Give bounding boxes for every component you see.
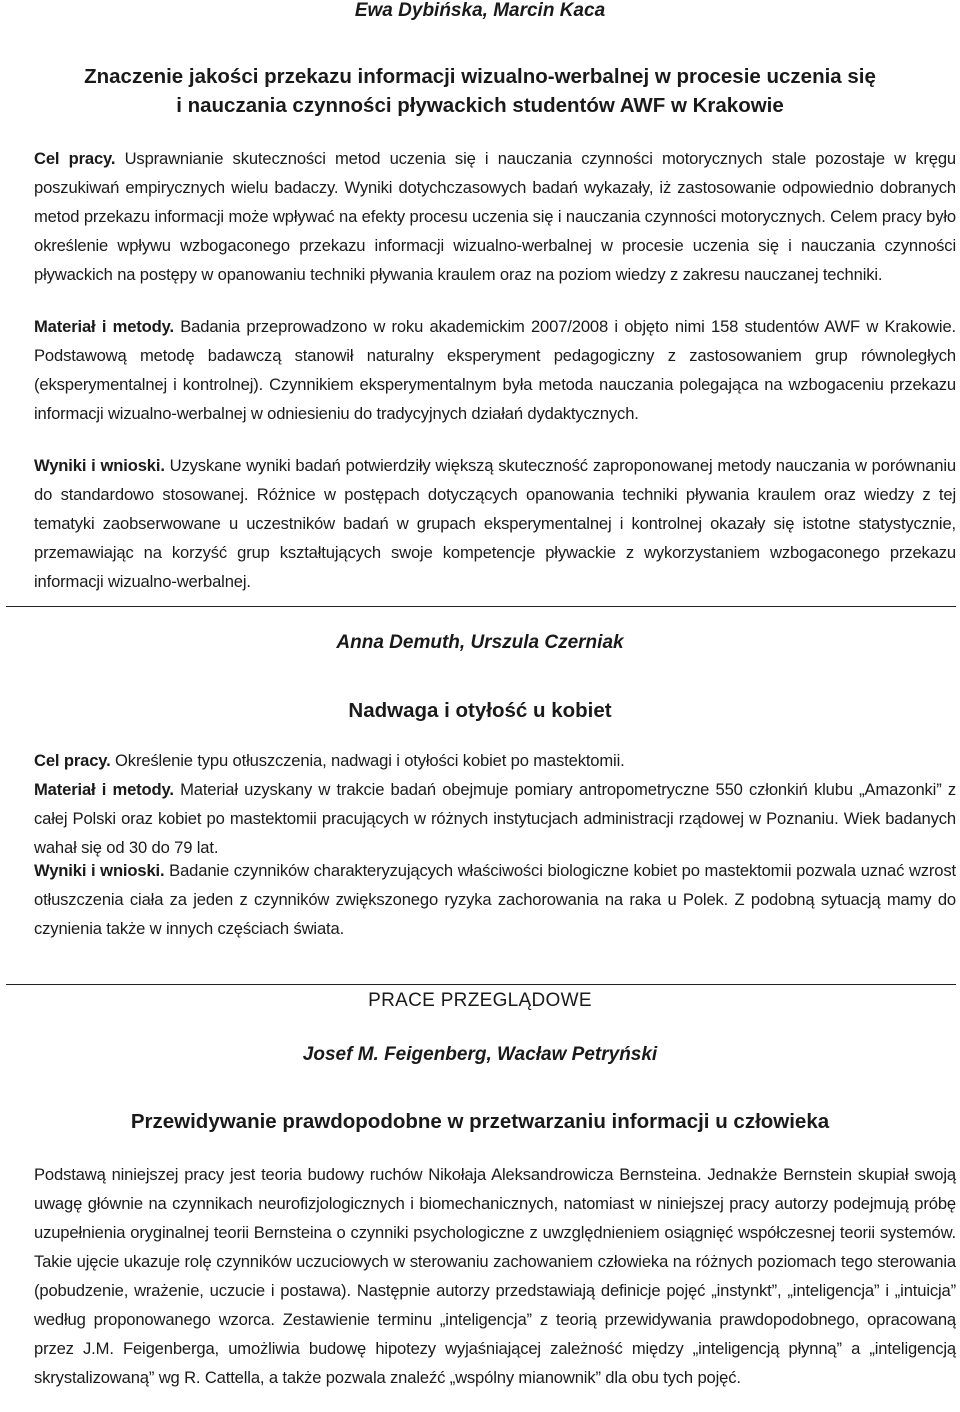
article1-title <box>0 62 960 120</box>
divider <box>6 984 956 985</box>
article2-methods-lead: Materiał i metody. <box>34 780 174 799</box>
section-heading: PRACE PRZEGLĄDOWE <box>368 990 592 1011</box>
article1-methods-lead: Materiał i metody. <box>34 317 174 336</box>
article2-aim <box>6 746 956 775</box>
article3-title: Przewidywanie prawdopodobne w przetwarzaniu informacji u człowieka <box>130 1110 830 1133</box>
article2-methods <box>6 775 956 862</box>
article1-methods-text: Badania przeprowadzono w roku akademickim 2007/2008 i objęto nimi 158 studentów AWF w Krakowie. Podstawową metodę badawczą stanowił naturalny eksperyment pedagogiczny z zastosowaniem grup równoległych (eksperymentalnej i kontrolnej). Czynnikiem eksperymentalnym była metoda nauczania polegająca na wzbogaceniu przekazu informacji wizualno-werbalnej w odniesieniu do tradycyjnych działań dydaktycznych. <box>34 317 956 423</box>
article1-methods <box>6 312 956 428</box>
article3-authors: Josef M. Feigenberg, Wacław Petryński <box>302 1044 658 1065</box>
article1-title-line1: Znaczenie jakości przekazu informacji wizualno-werbalnej w procesie uczenia się <box>84 65 876 88</box>
article2-methods-text: Materiał uzyskany w trakcie badań obejmuje pomiary antropometryczne 550 członkiń klubu „Amazonki” z całej Polski oraz kobiet po mastektomii pracujących w różnych instytucjach administracji rządowej w Poznaniu. Wiek badanych wahał się od 30 do 79 lat. <box>34 780 956 857</box>
article2-aim-lead: Cel pracy. <box>34 751 111 770</box>
article2-results <box>6 856 956 943</box>
article2-results-lead: Wyniki i wnioski. <box>34 861 165 880</box>
divider <box>6 606 956 607</box>
article1-results <box>6 451 956 596</box>
article1-authors: Ewa Dybińska, Marcin Kaca <box>354 0 606 21</box>
article1-results-text: Uzyskane wyniki badań potwierdziły większą skuteczność zaproponowanej metody nauczania w porównaniu do standardowo stosowanej. Różnice w postępach dotyczących opanowania techniki pływania kraulem oraz wiedzy z tej tematyki zaobserwowane u uczestników badań w grupach eksperymentalnej i kontrolnej okazały się istotne statystycznie, przemawiając na korzyść grup kształtujących swoje kompetencje pływackie z wykorzystaniem wzbogaconego przekazu informacji wizualno-werbalnej. <box>34 456 956 591</box>
article2-results-text: Badanie czynników charakteryzujących właściwości biologiczne kobiet po mastektomii pozwala uznać wzrost otłuszczenia ciała za jeden z czynników zwiększonego ryzyka zachorowania na raka u Polek. Z podobną sytuacją mamy do czynienia także w innych częściach świata. <box>34 861 956 938</box>
article1-aim-text: Usprawnianie skuteczności metod uczenia się i nauczania czynności motorycznych stale pozostaje w kręgu poszukiwań empirycznych wielu badaczy. Wyniki dotychczasowych badań wykazały, iż zastosowanie odpowiednio dobranych metod przekazu informacji może wpływać na efekty procesu uczenia się i nauczania czynności motorycznych. Celem pracy było określenie wpływu wzbogaconego przekazu informacji wizualno-werbalnej w procesie uczenia się i nauczania czynności pływackich na postępy w opanowaniu techniki pływania kraulem oraz na poziom wiedzy z zakresu nauczanej techniki. <box>34 149 956 284</box>
article1-results-lead: Wyniki i wnioski. <box>34 456 165 475</box>
article1-aim-lead: Cel pracy. <box>34 149 116 168</box>
article2-aim-text: Określenie typu otłuszczenia, nadwagi i otyłości kobiet po mastektomii. <box>110 751 625 770</box>
article3-body: Podstawą niniejszej pracy jest teoria budowy ruchów Nikołaja Aleksandrowicza Bernsteina. Jednakże Bernstein skupiał swoją uwagę głównie na czynnikach neurofizjologicznych i biomechanicznych, natomiast w niniejszej pracy autorzy podejmują próbę uzupełnienia oryginalnej teorii Bernsteina o czynniki psychologiczne z uwzględnieniem osiągnięć współczesnej teorii systemów. Takie ujęcie ukazuje rolę czynników uczuciowych w sterowaniu zachowaniem człowieka na różnych poziomach tego sterowania (pobudzenie, wrażenie, uczucie i postawa). Następnie autorzy przedstawiają definicje pojęć „instynkt”, „inteligencja” i „intuicja” według proponowanego wzorca. Zestawienie terminu „inteligencja” z teorią przewidywania prawdopodobnego, opracowaną przez J.M. Feigenberga, umożliwia budowę hipotezy wyjaśniającej zależność między „inteligencją płynną” a „inteligencją skrystalizowaną” wg R. Cattella, a także pozwala znaleźć „wspólny mianownik” dla obu tych pojęć. <box>34 1165 956 1387</box>
article2-title: Nadwaga i otyłość u kobiet <box>348 699 612 722</box>
article1-aim <box>6 144 956 289</box>
article2-authors: Anna Demuth, Urszula Czerniak <box>336 632 624 653</box>
article1-title-line2: i nauczania czynności pływackich studentów AWF w Krakowie <box>176 94 784 117</box>
